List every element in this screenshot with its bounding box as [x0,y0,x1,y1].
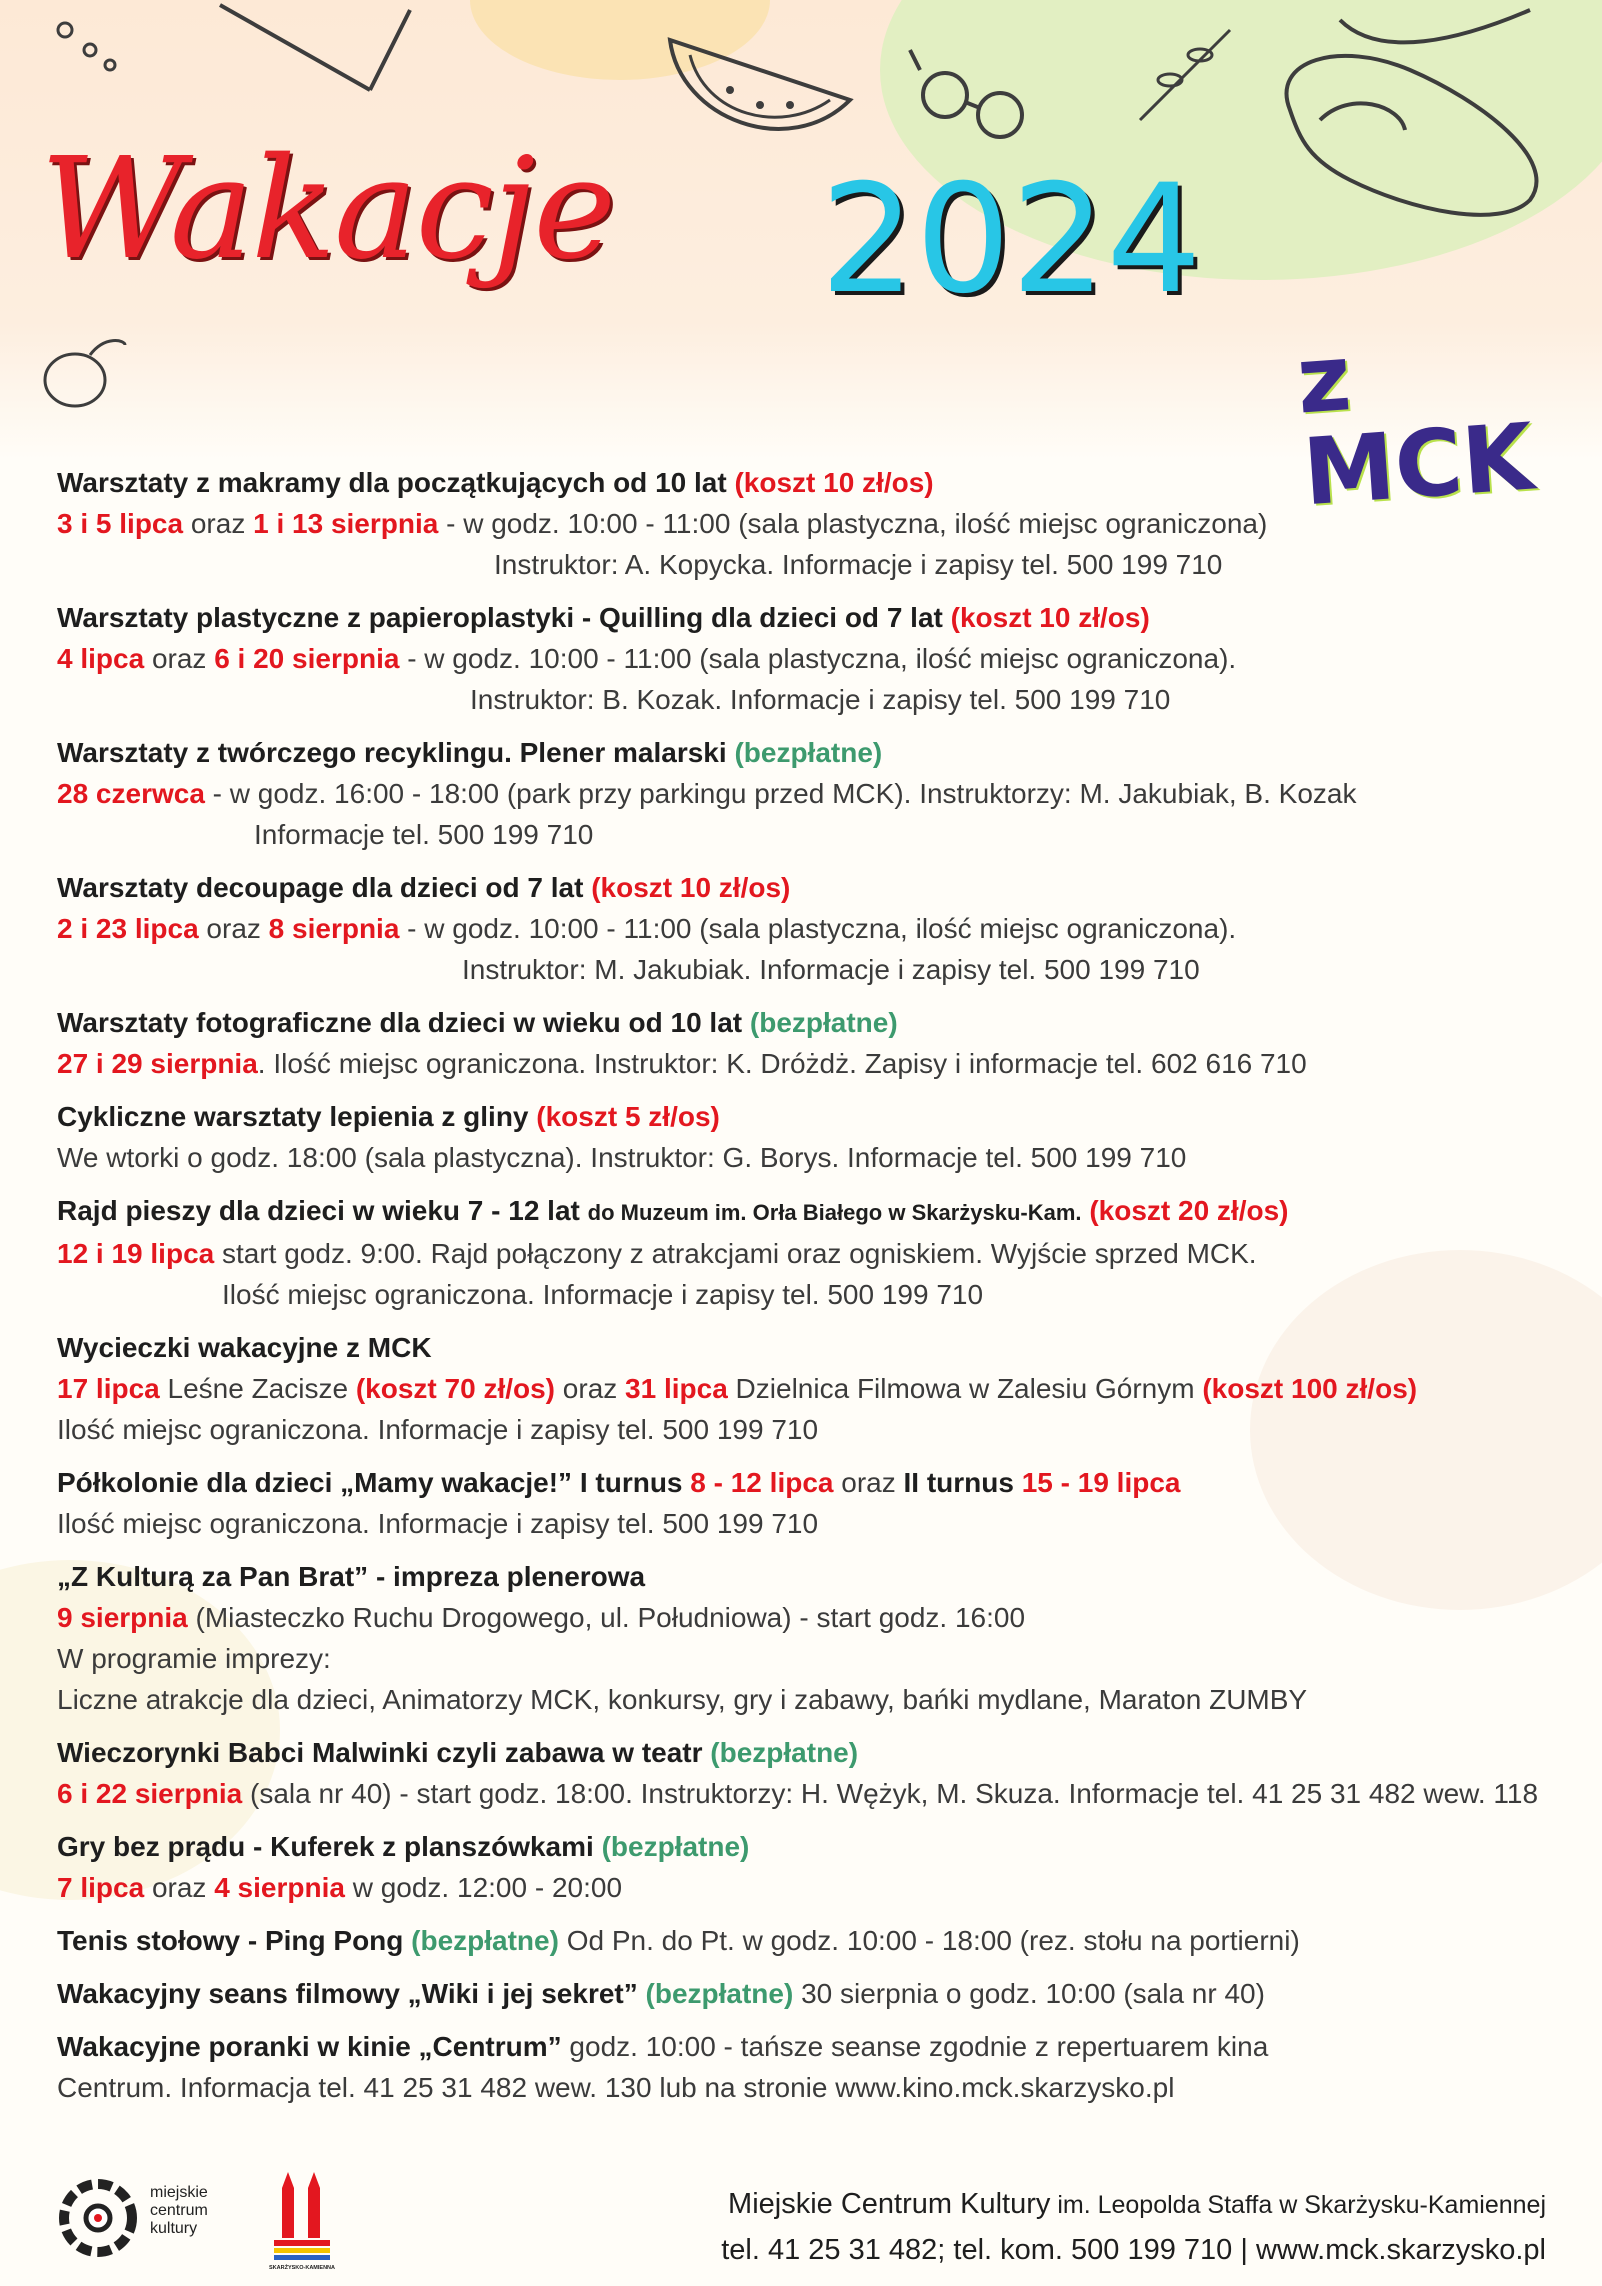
event-item [57,1732,1567,1814]
mck-logo-icon [58,2178,138,2258]
watermelon-slice-icon [660,20,860,160]
event-date-or-price: 7 lipca [57,1872,145,1903]
free-badge: (bezpłatne) [734,737,883,768]
free-badge: (bezpłatne) [645,1978,794,2009]
page-year: 2024 [820,153,1202,327]
event-text: We wtorki o godz. 18:00 (sala plastyczna). Instruktor: G. Borys. Informacje tel. 500 199 710 [57,1142,1187,1173]
event-date-or-price: 6 i 20 sierpnia [214,643,400,674]
event-date-or-price: 17 lipca [57,1373,160,1404]
event-text: Półkolonie dla dzieci „Mamy wakacje!” I turnus [57,1467,691,1498]
drink-icon [210,0,430,100]
event-title-line [57,867,1567,908]
event-detail-line [57,814,1567,855]
lemon-icon [30,320,130,420]
event-item [57,1973,1567,2014]
event-date-or-price: (koszt 70 zł/os) [355,1373,556,1404]
event-date-or-price: (koszt 10 zł/os) [734,467,934,498]
footer-contact [721,2182,1546,2273]
event-detail-line [57,1233,1567,1274]
event-date-or-price: 31 lipca [625,1373,728,1404]
event-title-line [57,2026,1567,2067]
bubbles-icon [50,15,130,75]
event-title-line [57,597,1567,638]
event-item [57,1826,1567,1908]
event-text: Liczne atrakcje dla dzieci, Animatorzy MCK, konkursy, gry i zabawy, bańki mydlane, Maraton ZUMBY [57,1684,1308,1715]
free-badge: (bezpłatne) [601,1831,750,1862]
event-title-line [57,1190,1567,1233]
event-detail-line [57,1137,1567,1178]
org-suffix: im. Leopolda Staffa w Skarżysku-Kamiennej [1050,2191,1546,2219]
event-list [57,462,1567,2120]
event-text: Warsztaty decoupage dla dzieci od 7 lat [57,872,592,903]
event-text: Wycieczki wakacyjne z MCK [57,1332,432,1363]
event-text: W programie imprezy: [57,1643,331,1674]
event-date-or-price: 15 - 19 lipca [1021,1467,1181,1498]
event-detail-line [57,1638,1567,1679]
event-text: Dzielnica Filmowa w Zalesiu Górnym [727,1373,1203,1404]
event-item [57,1462,1567,1544]
event-detail-line [57,1597,1567,1638]
event-detail-line [57,679,1567,720]
event-item [57,1096,1567,1178]
event-date-or-price: (koszt 5 zł/os) [536,1101,720,1132]
event-text: Ilość miejsc ograniczona. Informacje i zapisy tel. 500 199 710 [57,1508,819,1539]
event-text: oraz [555,1373,626,1404]
page-title: Wakacje [40,128,615,291]
event-text: w godz. 12:00 - 20:00 [344,1872,623,1903]
event-text: „Z Kulturą za Pan Brat” - impreza plenerowa [57,1561,646,1592]
event-detail-line [57,503,1567,544]
event-text: Ilość miejsc ograniczona. Informacje i zapisy tel. 500 199 710 [222,1279,984,1310]
event-text: Informacje tel. 500 199 710 [254,819,594,850]
event-item [57,1327,1567,1450]
event-text: Wieczorynki Babci Malwinki czyli zabawa w teatr [57,1737,711,1768]
event-text: (Miasteczko Ruchu Drogowego, ul. Południowa) - start godz. 16:00 [187,1602,1026,1633]
event-title-line [57,1002,1567,1043]
event-text: 30 sierpnia o godz. 10:00 (sala nr 40) [793,1978,1265,2009]
event-date-or-price: (koszt 10 zł/os) [591,872,791,903]
event-text: - w godz. 10:00 - 11:00 (sala plastyczna, ilość miejsc ograniczona). [399,913,1237,944]
event-date-or-price: (koszt 100 zł/os) [1202,1373,1418,1404]
leaf-branch-icon [1130,20,1240,130]
event-date-or-price: 2 i 23 lipca [57,913,199,944]
event-title-line [57,1920,1567,1961]
event-text: . Ilość miejsc ograniczona. Instruktor: K. Dróżdż. Zapisy i informacje tel. 602 616 710 [257,1048,1307,1079]
event-detail-line [57,1503,1567,1544]
event-text: - w godz. 10:00 - 11:00 (sala plastyczna, ilość miejsc ograniczona). [399,643,1237,674]
event-text: Instruktor: B. Kozak. Informacje i zapisy tel. 500 199 710 [470,684,1171,715]
page-subtitle: z MCK [1293,324,1538,527]
event-item [57,2026,1567,2108]
event-text: oraz [183,508,254,539]
event-detail-line [57,1274,1567,1315]
event-item [57,732,1567,855]
event-date-or-price: 12 i 19 lipca [57,1238,215,1269]
event-text: Leśne Zacisze [159,1373,356,1404]
flip-flop-icon [1230,0,1590,230]
event-item [57,867,1567,990]
event-detail-line [57,638,1567,679]
event-date-or-price: 6 i 22 sierpnia [57,1778,243,1809]
event-text: - w godz. 16:00 - 18:00 (park przy parkingu przed MCK). Instruktorzy: M. Jakubiak, B. Kozak [204,778,1357,809]
event-detail-line [57,2067,1567,2108]
event-text: (sala nr 40) - start godz. 18:00. Instruktorzy: H. Wężyk, M. Skuza. Informacje tel. 41 25 31 482 wew. 118 [242,1778,1539,1809]
event-text: Centrum. Informacja tel. 41 25 31 482 wew. 130 lub na stronie www.kino.mck.skarzysko.pl [57,2072,1175,2103]
event-text: Instruktor: A. Kopycka. Informacje i zapisy tel. 500 199 710 [494,549,1223,580]
event-date-or-price: 8 - 12 lipca [690,1467,834,1498]
event-title-line [57,1556,1567,1597]
event-text: Od Pn. do Pt. w godz. 10:00 - 18:00 (rez. stołu na portierni) [558,1925,1300,1956]
event-date-or-price: (koszt 10 zł/os) [950,602,1150,633]
event-title-line [57,1096,1567,1137]
event-date-or-price: 28 czerwca [57,778,205,809]
event-item [57,597,1567,720]
event-title-line [57,1826,1567,1867]
event-text: Wakacyjny seans filmowy „Wiki i jej sekret” [57,1978,646,2009]
event-detail-line [57,1679,1567,1720]
free-badge: (bezpłatne) [710,1737,859,1768]
event-date-or-price: 1 i 13 sierpnia [253,508,439,539]
event-text: Warsztaty fotograficzne dla dzieci w wieku od 10 lat [57,1007,750,1038]
event-text: do Muzeum im. Orła Białego w Skarżysku-Kam. [587,1200,1082,1225]
event-text: II turnus [903,1467,1022,1498]
event-detail-line [57,1043,1567,1084]
event-title-line [57,1327,1567,1368]
event-title-line [57,1462,1567,1503]
skarzysko-kamienna-logo-icon [268,2168,336,2272]
free-badge: (bezpłatne) [749,1007,898,1038]
event-item [57,1190,1567,1315]
event-detail-line [57,1368,1567,1409]
event-text: Gry bez prądu - Kuferek z planszówkami [57,1831,602,1862]
event-text: - w godz. 10:00 - 11:00 (sala plastyczna, ilość miejsc ograniczona) [438,508,1268,539]
event-detail-line [57,1867,1567,1908]
contact-line: tel. 41 25 31 482; tel. kom. 500 199 710 | www.mck.skarzysko.pl [721,2234,1546,2266]
event-date-or-price: 27 i 29 sierpnia [57,1048,258,1079]
event-title-line [57,732,1567,773]
event-text: Rajd pieszy dla dzieci w wieku 7 - 12 lat [57,1195,588,1226]
event-date-or-price: 9 sierpnia [57,1602,188,1633]
event-text: Wakacyjne poranki w kinie „Centrum” [57,2031,562,2062]
sunglasses-icon [900,30,1040,150]
event-date-or-price: 4 sierpnia [214,1872,345,1903]
event-text: start godz. 9:00. Rajd połączony z atrakcjami oraz ogniskiem. Wyjście sprzed MCK. [214,1238,1257,1269]
event-title-line [57,462,1567,503]
event-detail-line [57,908,1567,949]
event-date-or-price: (koszt 20 zł/os) [1081,1195,1289,1226]
event-text: oraz [833,1467,904,1498]
event-text: godz. 10:00 - tańsze seanse zgodnie z repertuarem kina [561,2031,1269,2062]
logo-line: miejskie [150,2184,208,2201]
event-text: oraz [144,643,215,674]
mck-logo-text [150,2184,208,2238]
event-detail-line [57,1409,1567,1450]
event-date-or-price: 8 sierpnia [268,913,400,944]
event-text: oraz [144,1872,215,1903]
logo2-text: SKARŻYSKO-KAMIENNA [269,2265,335,2271]
event-text: Instruktor: M. Jakubiak. Informacje i zapisy tel. 500 199 710 [462,954,1200,985]
logo-line: kultury [150,2220,198,2237]
event-date-or-price: 3 i 5 lipca [57,508,184,539]
event-text: oraz [198,913,269,944]
event-date-or-price: 4 lipca [57,643,145,674]
event-text: Warsztaty plastyczne z papieroplastyki - Quilling dla dzieci od 7 lat [57,602,951,633]
event-detail-line [57,773,1567,814]
event-item [57,1920,1567,1961]
event-text: Ilość miejsc ograniczona. Informacje i zapisy tel. 500 199 710 [57,1414,819,1445]
event-detail-line [57,544,1567,585]
event-detail-line [57,1773,1567,1814]
event-title-line [57,1973,1567,2014]
event-item [57,1556,1567,1720]
event-detail-line [57,949,1567,990]
event-text: Tenis stołowy - Ping Pong [57,1925,412,1956]
event-text: Cykliczne warsztaty lepienia z gliny [57,1101,537,1132]
event-title-line [57,1732,1567,1773]
org-name: Miejskie Centrum Kultury [728,2188,1051,2220]
logo-line: centrum [150,2202,208,2219]
event-text: Warsztaty z twórczego recyklingu. Plener malarski [57,737,735,768]
event-item [57,1002,1567,1084]
event-item [57,462,1567,585]
free-badge: (bezpłatne) [411,1925,559,1956]
event-text: Warsztaty z makramy dla początkujących od 10 lat [57,467,735,498]
